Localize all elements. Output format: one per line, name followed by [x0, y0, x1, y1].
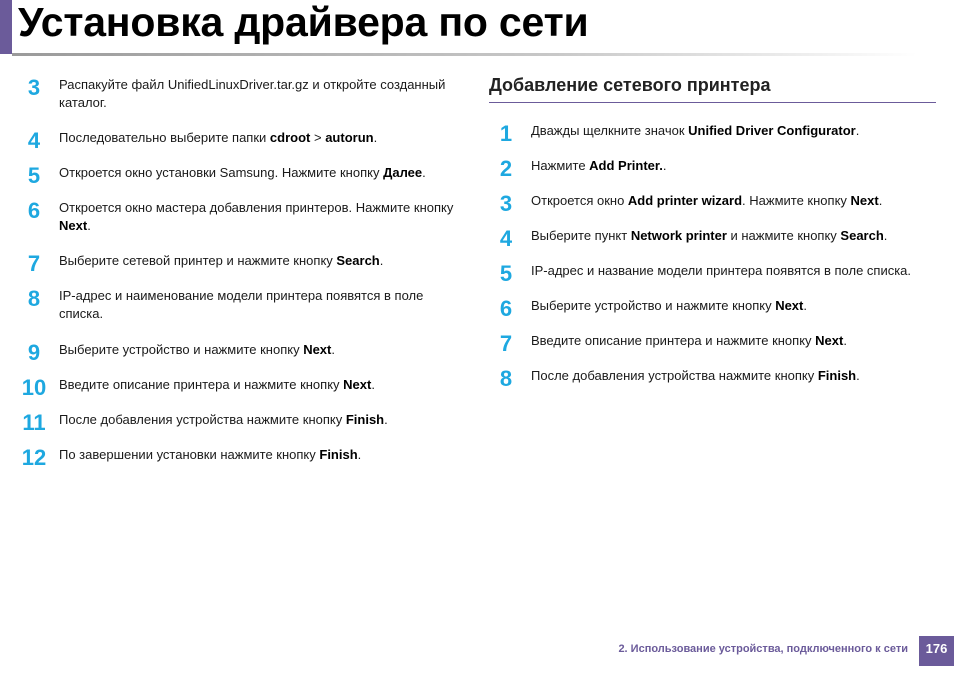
step-text [59, 164, 469, 182]
text-run: > [310, 130, 326, 145]
text-run: По завершении установки нажмите кнопку [59, 447, 320, 462]
bold-term: Next [850, 193, 879, 208]
text-run: . [878, 193, 883, 208]
text-run: . [422, 165, 426, 180]
bold-term: Next [343, 377, 372, 392]
text-run: Выберите устройство и нажмите кнопку [531, 298, 776, 313]
bold-term: Next [815, 333, 844, 348]
text-run: . [379, 253, 384, 268]
text-run: Распакуйте файл UnifiedLinuxDriver.tar.gz и откройте созданный каталог. [59, 77, 446, 110]
text-run: Дважды щелкните значок [531, 123, 689, 138]
bold-term: Unified Driver Configurator [688, 123, 856, 138]
bold-term: Search [336, 253, 380, 268]
step-text [531, 122, 941, 140]
step-number: 2 [499, 156, 513, 181]
text-run: . [855, 123, 860, 138]
step-text [531, 227, 941, 245]
text-run: . [373, 130, 378, 145]
step-number: 9 [27, 340, 41, 365]
text-run: После добавления устройства нажмите кнопку [59, 412, 346, 427]
bold-term: cdroot [269, 130, 311, 145]
title-accent-bar [0, 0, 12, 54]
step-text [59, 341, 469, 359]
step-number: 8 [499, 366, 513, 391]
step-number: 3 [27, 75, 41, 100]
text-run: . [803, 298, 807, 313]
text-run: Откроется окно [531, 193, 628, 208]
text-run: Выберите устройство и нажмите кнопку [59, 342, 304, 357]
text-run: Откроется окно установки Samsung. Нажмите кнопку [59, 165, 384, 180]
step-text [59, 129, 469, 147]
bold-term: Next [303, 342, 332, 357]
step-number: 3 [499, 191, 513, 216]
step-text [59, 287, 469, 323]
step-number: 5 [499, 261, 513, 286]
bold-term: Network printer [630, 228, 727, 243]
bold-term: autorun [325, 130, 374, 145]
text-run: . [357, 447, 362, 462]
step-number: 5 [27, 163, 41, 188]
text-run: IP-адрес и название модели принтера появятся в поле списка. [531, 263, 912, 278]
text-run: После добавления устройства нажмите кнопку [531, 368, 818, 383]
step-number: 12 [21, 445, 47, 470]
text-run: . [87, 218, 91, 233]
step-text [59, 411, 469, 429]
step-text [59, 252, 469, 270]
text-run: Выберите сетевой принтер и нажмите кнопку [59, 253, 337, 268]
step-text [531, 192, 941, 210]
section-heading: Добавление сетевого принтера [489, 75, 771, 95]
step-number: 4 [499, 226, 513, 251]
text-run: . [662, 158, 667, 173]
step-number: 8 [27, 286, 41, 311]
footer-chapter-title: 2. Использование устройства, подключенного к сети [618, 643, 908, 655]
step-text [59, 76, 469, 112]
step-text [59, 199, 469, 235]
text-run: . [331, 342, 335, 357]
step-text [531, 262, 941, 280]
text-run: Последовательно выберите папки [59, 130, 270, 145]
text-run: . [843, 333, 847, 348]
step-text [59, 376, 469, 394]
step-number: 7 [499, 331, 513, 356]
text-run: . [856, 368, 860, 383]
text-run: Нажмите [531, 158, 590, 173]
text-run: . [883, 228, 888, 243]
bold-term: Next [59, 218, 88, 233]
bold-term: Next [775, 298, 804, 313]
text-run: Введите описание принтера и нажмите кнопку [59, 377, 344, 392]
bold-term: Add printer wizard [627, 193, 743, 208]
step-text [531, 367, 941, 385]
text-run: Выберите пункт [531, 228, 631, 243]
page-number-badge: 176 [919, 636, 954, 666]
step-text [531, 157, 941, 175]
page-title: Установка драйвера по сети [18, 0, 589, 45]
step-number: 7 [27, 251, 41, 276]
bold-term: Finish [817, 368, 857, 383]
text-run: . Нажмите кнопку [742, 193, 851, 208]
step-text [531, 297, 941, 315]
bold-term: Add Printer. [589, 158, 663, 173]
step-number: 1 [499, 121, 513, 146]
section-divider [489, 102, 936, 103]
text-run: и нажмите кнопку [726, 228, 841, 243]
bold-term: Finish [345, 412, 385, 427]
step-text [531, 332, 941, 350]
bold-term: Далее [383, 165, 423, 180]
bold-term: Finish [319, 447, 358, 462]
text-run: IP-адрес и наименование модели принтера появятся в поле списка. [59, 288, 424, 321]
step-number: 6 [27, 198, 41, 223]
title-divider [12, 53, 917, 56]
step-number: 10 [21, 375, 47, 400]
step-number: 11 [22, 410, 46, 435]
text-run: . [371, 377, 375, 392]
text-run: . [384, 412, 388, 427]
step-number: 6 [499, 296, 513, 321]
text-run: Введите описание принтера и нажмите кнопку [531, 333, 816, 348]
step-text [59, 446, 469, 464]
text-run: Откроется окно мастера добавления принтеров. Нажмите кнопку [59, 200, 454, 215]
bold-term: Search [840, 228, 884, 243]
step-number: 4 [27, 128, 41, 153]
